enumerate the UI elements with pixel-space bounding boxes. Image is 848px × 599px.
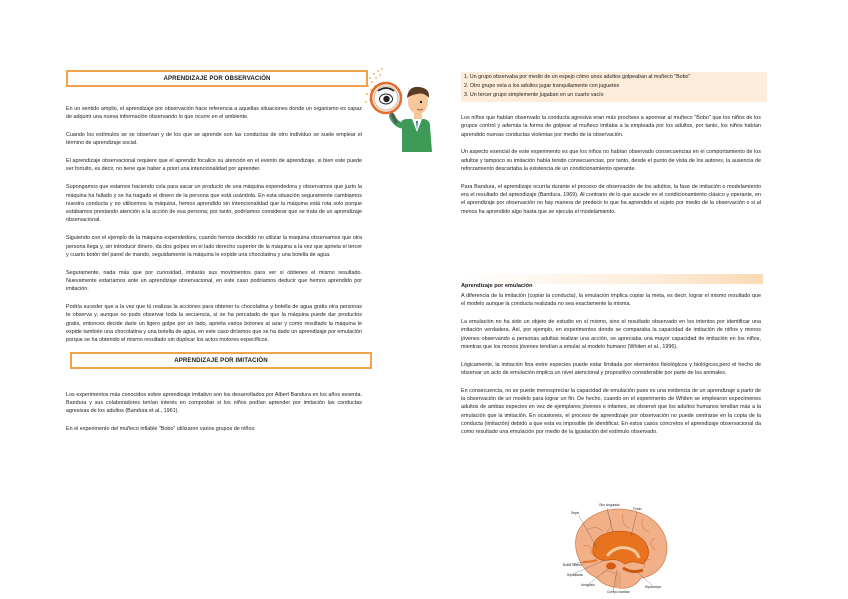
brain-label: Cuerpo mamilar [607, 590, 630, 594]
list-item: 1. Un grupo observaba por medio de un espejo cómo unos adultos golpeaban al muñeco "Bobo" [464, 74, 691, 80]
list-item: 2. Otro grupo veía a los adultos jugar tranquilamente con juguetes [464, 83, 620, 90]
brain-label: Giro cingulado [599, 503, 620, 507]
list-item: 3. Un tercer grupo simplemente jugaban en un cuarto vacío [464, 92, 604, 99]
brain-label: Amígdala [581, 583, 595, 587]
brain-label: Hipocampo [645, 585, 662, 589]
paragraph: Siguiendo con el ejemplo de la máquina expendedora, cuando hemos decidido no utilizar la maquina observamos que otra persona llega y, sin introducir dinero, da dos golpes en el lado derecho superior de la máquina a la vez que aprieta el tercer y cuarto botón del panel de mando, seguidamente la máquina le expide una chocolatina y una botella de agua. [66, 235, 362, 258]
brain-label: Fórnix [633, 507, 642, 511]
paragraph: Los experimentos más conocidos sobre aprendizaje imitativo son los desarrollados por Albert Bandura en los años sesenta. Bandura y sus colaboradores tenían interés en comprobar si los niños podían aprender por imitación las conductas agresivas de los adultos (Bandura et al., 1961). [66, 391, 362, 415]
paragraph: La emulación no ha sido un objeto de estudio en sí mismo, sino el resultado observado en los intentos por identificar una imitación verdadera. Así, por ejemplo, en experimentos donde se comparaba la capacidad de imitación de niños y monos jóvenes observando a personas adultas realizar una acción, se apreciaba una mayor capacidad de imitación en los niños, mientras que los monos jóvenes tendían a emular al modelo humano (Whiten et al., 1996). [461, 319, 761, 350]
paragraph: Para Bandura, el aprendizaje ocurría durante el proceso de observación de los adultos, la fase de imitación o modelamiento era el resultado del aprendizaje (Bandura, 1969). Al contrario de lo que sucede en el condicionamiento clásico y operante, en el aprendizaje por observación no hay manera de predecir lo que ha aprendido el sujeto por medio de la observación o si al menos ha aprendido algo hasta que se ejecuta el modelamiento. [461, 183, 761, 215]
right-column-bottom [461, 292, 761, 446]
brain-label: Hipotálamo [567, 573, 584, 577]
brain-label: Bulbo olfativo [563, 563, 583, 567]
paragraph: El aprendizaje observacional requiere que el aprendiz focalice su atención en el evento de aprendizaje, si bien este puede ser fortuito, es decir, no tiene que haber a priori una intencionalidad por aprender. [66, 158, 362, 173]
right-column-top [461, 114, 761, 225]
paragraph: Lógicamente, la imitación fina entre especies puede estar limitada por elementos fisiológicos y biológicos,pero el hecho de observar un acto de emulación implica un nivel atencional y propositivo considerable por parte de los animales. [461, 361, 761, 377]
brain-limbic-illustration [563, 502, 675, 594]
heading-observacion: APRENDIZAJE POR OBSERVACIÓN [66, 70, 368, 87]
heading-emulacion-label: Aprendizaje por emulación [461, 283, 533, 289]
paragraph: Seguramente, nada más que por curiosidad, imitarás sus movimientos para ver si obtienes el mismo resultado. Nuevamente estaríamos ante un aprendizaje observacional, en este caso podríamos deducir que hemos aprendido por imitación. [66, 269, 362, 293]
paragraph: Supongamos que estamos haciendo cola para sacar un producto de una máquina expendedora y observamos que justo la máquina ha fallado y se ha tragado el dinero de la persona que está usándola. En esta situación seguramente cambiamos nuestra conducta y no utilicemos la máquina, hemos aprendido sin intencionalidad que la máquina está rota solo porque estábamos prestando atención a la acción de esa persona; por tanto, podríamos considerar que se trata de un aprendizaje observacional. [66, 184, 362, 224]
brain-label: Septo [571, 511, 580, 515]
heading-emulacion [461, 274, 763, 289]
cartoon-man-magnifier-icon [362, 64, 446, 152]
paragraph: Podría suceder que a la vez que tú realizas la acciones para obtener tu chocolatina y botella de agua gratis otra personas te observa y, aunque no pudo observar toda la secuencia, sí se ha percatado de que la máquina puede dar productos gratis, entonces decide darle un ligero golpe por un lado, aprieta varios botones al azar y como resultado la máquina le expide también una chocolatina y una botella de agua, en este caso diríamos que se ha dado un aprendizaje por emulación porque se ha obtenido el mismo resultado sin duplicar los actos motores específicos. [66, 304, 362, 344]
paragraph: Cuando los estímulos se se observan y de los que se aprende son las conductas de otro individuo se suele emplear el término de aprendizaje social. [66, 132, 362, 147]
heading-imitacion: APRENDIZAJE POR IMITACIÓN [70, 352, 372, 369]
paragraph: A diferencia de la imitación (copiar la conducta), la emulación implica copiar la meta, es decir, lograr el mismo resultado que el modelo aunque la conducta realizada no sea exactamente la misma. [461, 293, 761, 308]
left-column [66, 70, 362, 443]
paragraph: En el experimento del muñeco inflable "Bobo" utilizaron varios grupos de niños: [66, 425, 256, 432]
paragraph: Un aspecto esencial de este experimento es que los niños no habían observado consecuencias en el comportamiento de los adultos y tampoco su imitación había tenido consecuencias, por tanto, desde el punto de vista de los autores, la ausencia de reforzamiento descartaba la existencia de un condicionamiento operante. [461, 149, 761, 172]
paragraph: Los niños que habían observado la conducta agresiva eran más proclives a aporrear al muñeco "Bobo" que los niños de los grupos control y además la forma de golpear al muñeco imitaba a la empleada por los adultos, por tanto, los niños habían aprendido nuevas conductas violentas por medio de la observación. [461, 115, 761, 138]
experiment-groups-list [461, 72, 767, 102]
paragraph: En un sentido amplio, el aprendizaje por observación hace referencia a aquellas situaciones donde un organismo es capaz de adquirir una nueva información observando lo que ocurre en el ambiente. [66, 106, 362, 121]
paragraph: En consecuencia, no se puede menospreciar la capacidad de emulación pues es una evidencia de un aprendizaje a partir de la observación de un modelo para lograr un fin. De hecho, cuando en el experimento de Whiten se emplearon especímenes adultos de ambas especies en vez de ejemplares jóvenes e infantes, se observó que los adultos humanos tendían más a la emulación que la imitación. En ocasiones, el proceso de aprendizaje por observación no puede centrarse en la copia de la conducta (imitación) debido a que esta es imposible de identificar. En estos casos concretos el aprendizaje observacional da como resultado una emulación por medio de la igualación del estímulo observado. [461, 387, 761, 436]
